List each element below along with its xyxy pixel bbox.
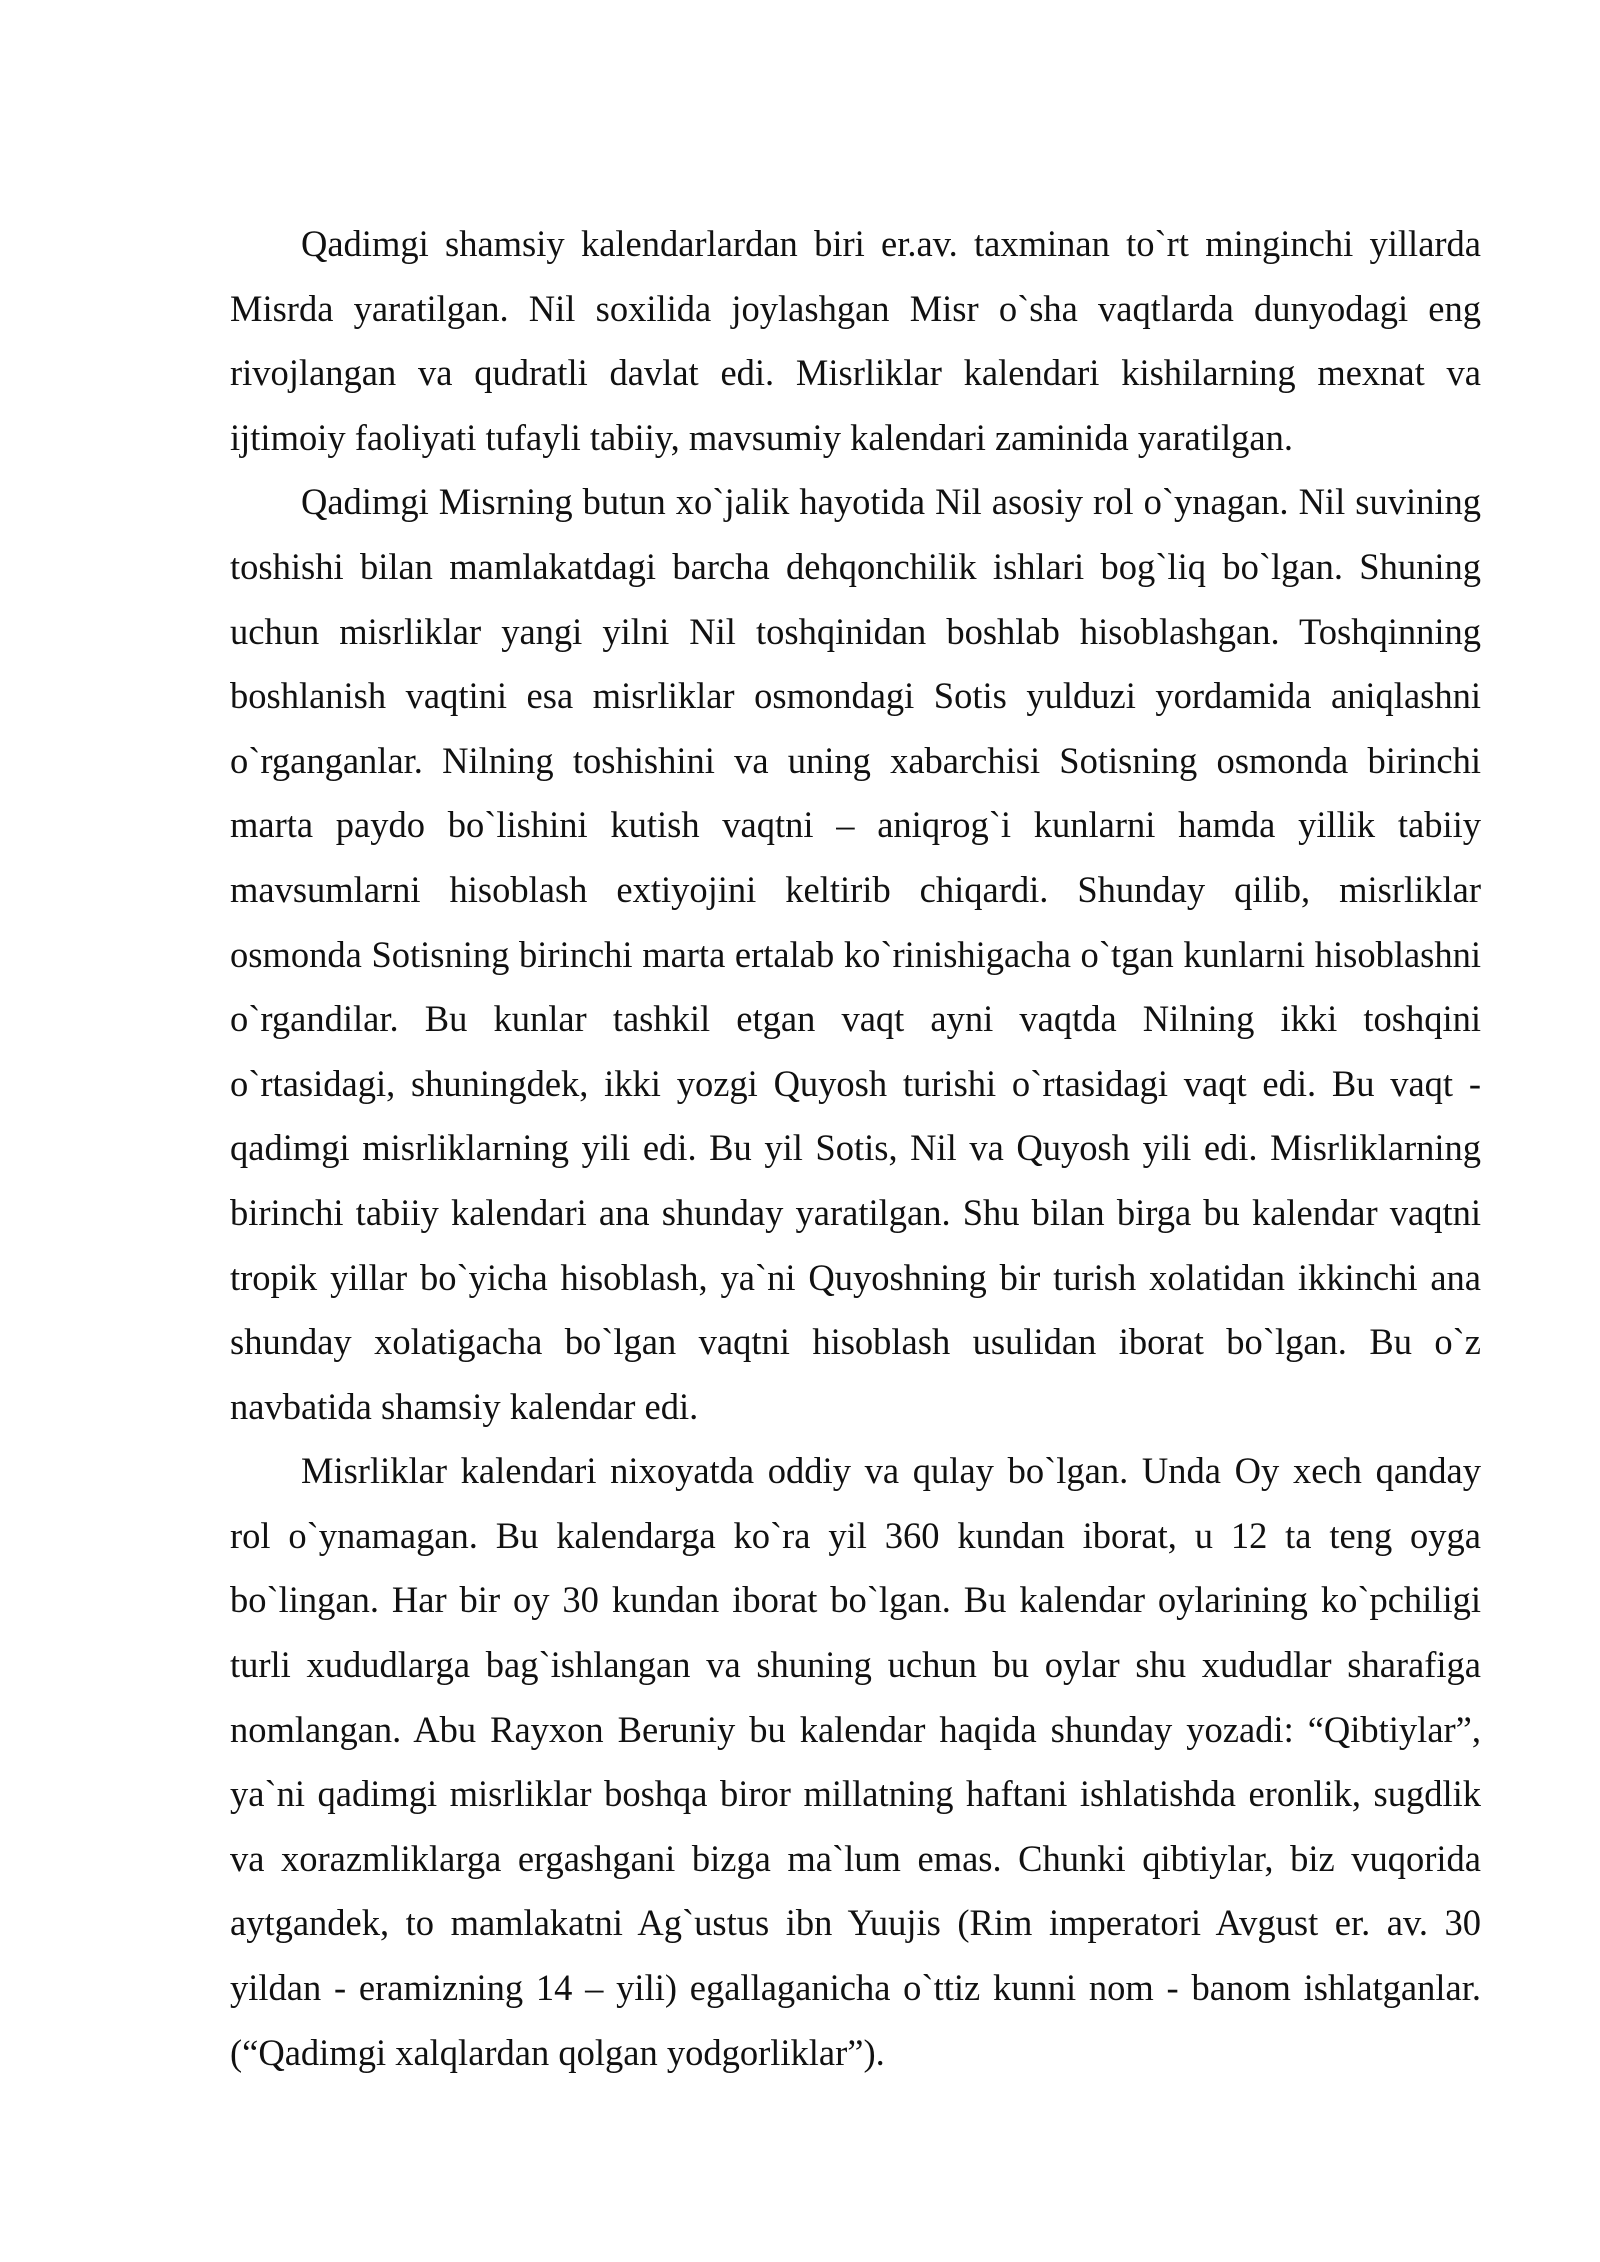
paragraph-1: Qadimgi shamsiy kalendarlardan biri er.av. taxminan to`rt minginchi yillarda Misrda yaratilgan. Nil soxilida joylashgan Misr o`sha vaqtlarda dunyodagi eng rivojlangan va qudratli davlat edi. Misrliklar kalendari kishilarning mexnat va ijtimoiy faoliyati tufayli tabiiy, mavsumiy kalendari zaminida yaratilgan.	[230, 223, 1481, 458]
paragraph-2: Qadimgi Misrning butun xo`jalik hayotida Nil asosiy rol o`ynagan. Nil suvining toshishi bilan mamlakatdagi barcha dehqonchilik ishlari bog`liq bo`lgan. Shuning uchun misrliklar yangi yilni Nil toshqinidan boshlab hisoblashgan. Toshqinning boshlanish vaqtini esa misrliklar osmondagi Sotis yulduzi yordamida aniqlashni o`rganganlar. Nilning toshishini va uning xabarchisi Sotisning osmonda birinchi marta paydo bo`lishini kutish vaqtni – aniqrog`i kunlarni hamda yillik tabiiy mavsumlarni hisoblash extiyojini keltirib chiqardi. Shunday qilib, misrliklar osmonda Sotisning birinchi marta ertalab ko`rinishigacha o`tgan kunlarni hisoblashni o`rgandilar. Bu kunlar tashkil etgan vaqt ayni vaqtda Nilning ikki toshqini o`rtasidagi, shuningdek, ikki yozgi Quyosh turishi o`rtasidagi vaqt edi. Bu vaqt - qadimgi misrliklarning yili edi. Bu yil Sotis, Nil va Quyosh yili edi. Misrliklarning birinchi tabiiy kalendari ana shunday yaratilgan. Shu bilan birga bu kalendar vaqtni tropik yillar bo`yicha hisoblash, ya`ni Quyoshning bir turish xolatidan ikkinchi ana shunday xolatigacha bo`lgan vaqtni hisoblash usulidan iborat bo`lgan. Bu o`z navbatida shamsiy kalendar edi.	[230, 481, 1481, 1427]
document-body	[230, 212, 1481, 2085]
paragraph-3: Misrliklar kalendari nixoyatda oddiy va qulay bo`lgan. Unda Oy xech qanday rol o`ynamagan. Bu kalendarga ko`ra yil 360 kundan iborat, u 12 ta teng oyga bo`lingan. Har bir oy 30 kundan iborat bo`lgan. Bu kalendar oylarining ko`pchiligi turli xududlarga bag`ishlangan va shuning uchun bu oylar shu xududlar sharafiga nomlangan. Abu Rayxon Beruniy bu kalendar haqida shunday yozadi: “Qibtiylar”, ya`ni qadimgi misrliklar boshqa biror millatning haftani ishlatishda eronlik, sugdlik va xorazmliklarga ergashgani bizga ma`lum emas. Chunki qibtiylar, biz vuqorida aytgandek, to mamlakatni Ag`ustus ibn Yuujis (Rim imperatori Avgust er. av. 30 yildan - eramizning 14 – yili) egallaganicha o`ttiz kunni nom - banom ishlatganlar. (“Qadimgi xalqlardan qolgan yodgorliklar”).	[230, 1450, 1481, 2073]
